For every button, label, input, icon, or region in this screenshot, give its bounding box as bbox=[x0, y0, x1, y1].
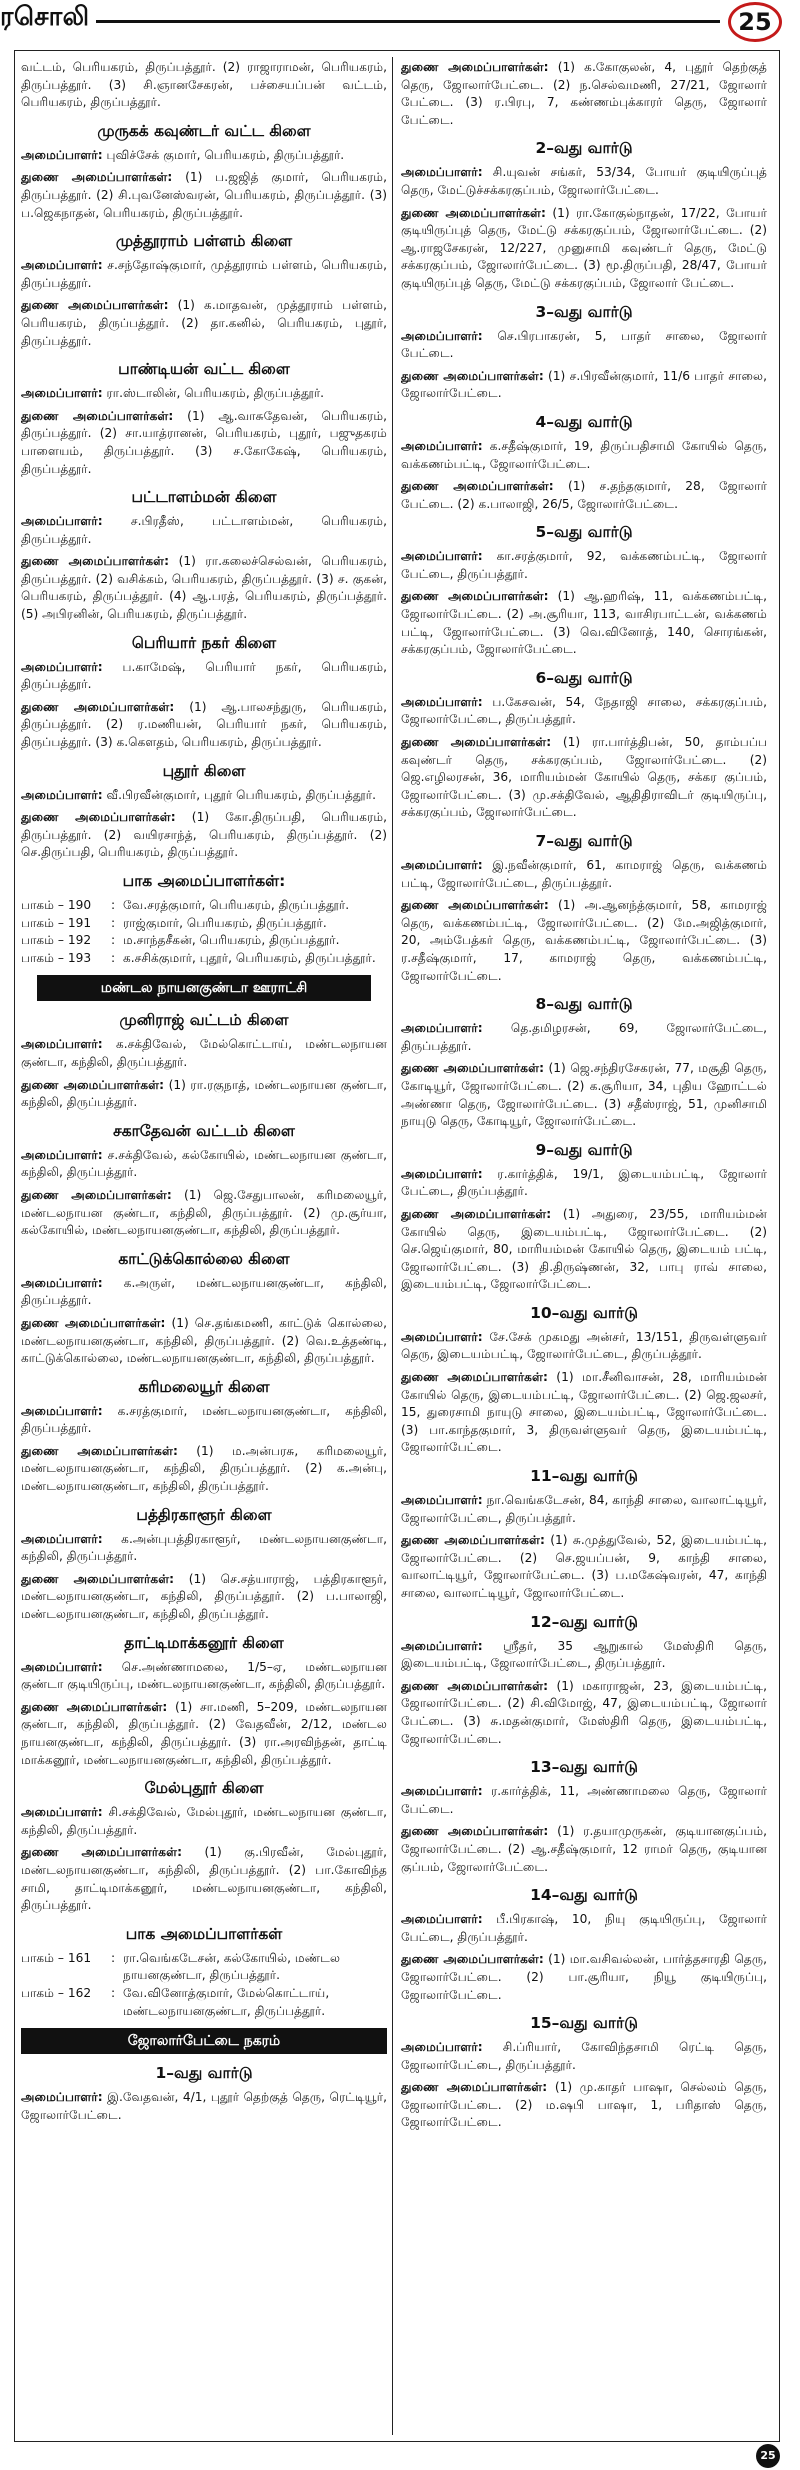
member-entry bbox=[401, 438, 767, 473]
section-heading: பட்டாளம்மன் கிளை bbox=[131, 488, 277, 507]
member-entry bbox=[21, 699, 387, 752]
section-heading: முனிராஜ் வட்டம் கிளை bbox=[119, 1011, 289, 1030]
entry-text: (1) ஆ.பாலசந்துரு, பெரியகரம், திருப்பத்தூர். (2) ர.மணியன், பெரியார் நகர், பெரியகரம், திருப்பத்தூர். (3) க.கௌதம், பெரியகரம், திருப்பத்தூர். bbox=[21, 699, 387, 750]
masthead bbox=[0, 0, 800, 46]
entry-text: (1) மா.வசிவல்லன், பார்த்தசாரதி தெரு, ஜோலார்பேட்டை. (2) பா.சூரியா, நியூ குடியிருப்பு, ஜோலார்பேட்டை. bbox=[401, 1952, 767, 2002]
entry-text: செ.அண்ணாமலை, 1/5–ஏ, மண்டலநாயன குண்டா குடியிருப்பு, மண்டலநாயனகுண்டா, கந்திலி, திருப்பத்தூர். bbox=[21, 1659, 387, 1692]
booth-number: பாகம் – 192 bbox=[21, 933, 92, 948]
left-column bbox=[21, 59, 387, 2437]
member-entry bbox=[21, 1187, 387, 1240]
entry-text: (1) கோ.திருப்பதி, பெரியகரம், திருப்பத்தூர். (2) வயிரசாந்த், பெரியகரம், திருப்பத்தூர். (2) செ.திருப்பதி, பெரியகரம், திருப்பத்தூர். bbox=[21, 810, 387, 860]
colon-separator: : bbox=[111, 1950, 116, 1965]
entry-text: (1) ச.பிரவீன்குமார், 11/6 பாதர் சாலை, ஜோலார்பேட்டை. bbox=[401, 368, 767, 401]
role-label: துணை அமைப்பாளர்கள்: bbox=[21, 1443, 178, 1458]
entry-text: க.அன்புபத்திரகாளூர், மண்டலநாயனகுண்டா, கந்திலி, திருப்பத்தூர். bbox=[21, 1531, 387, 1564]
role-label: அமைப்பாளர்: bbox=[21, 2090, 103, 2105]
booth-coordinator: ம.சாந்தசீகன், பெரியகரம், திருப்பத்தூர். bbox=[123, 933, 340, 948]
role-label: துணை அமைப்பாளர்கள்: bbox=[21, 298, 169, 313]
role-label: துணை அமைப்பாளர்கள்: bbox=[21, 408, 174, 423]
entry-text: (1) சா.மணி, 5–209, மண்டலநாயன குண்டா, கந்திலி, திருப்பத்தூர். (2) வேதவீன், 2/12, மண்டல நாயனகுண்டா, கந்திலி, திருப்பத்தூர். (3) ரா.அரவிந்தன், தாட்டி மாக்கனூர், மண்டலநாயனகுண்டா, கந்திலி, திருப்பத்தூர். bbox=[21, 1699, 387, 1767]
member-entry bbox=[21, 1077, 387, 1112]
member-entry bbox=[401, 164, 767, 199]
booth-list bbox=[21, 1950, 387, 2020]
colon-separator: : bbox=[111, 915, 116, 930]
role-label: துணை அமைப்பாளர்கள்: bbox=[21, 1571, 175, 1586]
entry-text: செ.பிரபாகரன், 5, பாதர் சாலை, ஜோலார் பேட்டை. bbox=[401, 328, 767, 361]
entry-text: (1) மு.காதர் பாஷா, செல்லம் தெரு, ஜோலார்பேட்டை. (2) ம.ஷபி பாஷா, 1, பரிதாஸ் தெரு, ஜோலார்பேட்டை. bbox=[401, 2080, 767, 2130]
booth-row bbox=[21, 932, 387, 950]
member-entry bbox=[401, 1369, 767, 1457]
entry-text: (1) ப.ஜஜித் குமார், பெரியகரம், திருப்பத்தூர். (2) சி.புவனேஸ்வரன், பெரியகரம், திருப்பத்தூர். (3) ப.ஜெகநாதன், பெரியகரம், திருப்பத்தூர். bbox=[21, 170, 387, 220]
role-label: அமைப்பாளர்: bbox=[21, 258, 103, 273]
entry-text: (1) செ.தங்கமணி, காட்டுக் கொல்லை, மண்டலநாயனகுண்டா, கந்திலி, திருப்பத்தூர். (2) வெ.உத்தண்டி, காட்டுக்கொல்லை, மண்டலநாயனகுண்டா, கந்திலி, திருப்பத்தூர். bbox=[21, 1315, 387, 1366]
member-entry bbox=[21, 1403, 387, 1438]
member-entry bbox=[401, 2039, 767, 2074]
section-heading: 7–வது வார்டு bbox=[535, 832, 633, 850]
entry-text: (1) ஆ.வாசுதேவன், பெரியகரம், திருப்பத்தூர். (2) சா.யாத்ரானன், பெரியகரம், புதூர், பஜுதகரம் பாளையம், திருப்பத்தூர். (3) ச.கோகேஷ், பெரியகரம், திருப்பத்தூர். bbox=[21, 408, 387, 476]
role-label: துணை அமைப்பாளர்கள்: bbox=[401, 589, 549, 604]
section-heading: முத்தூராம் பள்ளம் கிளை bbox=[115, 232, 293, 251]
member-entry bbox=[401, 588, 767, 658]
member-entry bbox=[401, 857, 767, 892]
entry-text: (1) ம.அன்பரசு, கரிமலையூர், மண்டலநாயனகுண்டா, கந்திலி, திருப்பத்தூர். (2) க.அன்பு, மண்டலநாயனகுண்டா, கந்திலி, திருப்பத்தூர். bbox=[21, 1443, 387, 1494]
entry-text: (1) மகாராஜன், 23, இடையம்பட்டி, ஜோலார்பேட்டை. (2) சி.விமோஜ், 47, இடையம்பட்டி, ஜோலார் பேட்டை. (3) சு.மதன்குமார், மேஸ்திரி தெரு, இடையம்பட்டி, ஜோலார்பேட்டை. bbox=[401, 1678, 767, 1746]
entry-text: (1) செ.சத்யாராஜ், பத்திரகாளூர், மண்டலநாயனகுண்டா, கந்திலி, திருப்பத்தூர். (2) ப.பாலாஜி, மண்டலநாயனகுண்டா, கந்திலி, திருப்பத்தூர். bbox=[21, 1571, 387, 1622]
booth-row bbox=[21, 897, 387, 915]
section-heading: மேல்புதூர் கிளை bbox=[144, 1779, 264, 1798]
colon-separator: : bbox=[111, 898, 116, 912]
entry-text: வீ.பிரவீன்குமார், புதூர் பெரியகரம், திருப்பத்தூர். bbox=[102, 787, 377, 802]
booth-coordinator: ரா.வெங்கடேசன், கல்கோயில், மண்டல நாயனகுண்டா, திருப்பத்தூர். bbox=[123, 1950, 341, 1983]
booth-number: பாகம் – 161 bbox=[21, 1950, 92, 1965]
member-entry bbox=[21, 1443, 387, 1496]
member-entry bbox=[401, 368, 767, 403]
member-entry bbox=[401, 734, 767, 822]
entry-text: ரா.ஸ்டாலின், பெரியகரம், திருப்பத்தூர். bbox=[102, 386, 325, 401]
role-label: அமைப்பாளர்: bbox=[21, 1531, 103, 1546]
booth-row bbox=[21, 950, 387, 968]
entry-text: வட்டம், பெரியகரம், திருப்பத்தூர். (2) ராஜாராமன், பெரியகரம், திருப்பத்தூர். (3) சி.ஞானசேகரன், பச்சையப்பன் வட்டம், பெரியகரம், திருப்பத்தூர். bbox=[21, 60, 387, 110]
member-entry bbox=[401, 1492, 767, 1527]
role-label: துணை அமைப்பாளர்கள்: bbox=[401, 1370, 548, 1385]
role-label: துணை அமைப்பாளர்கள்: bbox=[21, 1077, 164, 1092]
role-label: துணை அமைப்பாளர்கள்: bbox=[21, 1845, 182, 1860]
member-entry bbox=[401, 59, 767, 129]
member-entry bbox=[401, 2079, 767, 2132]
entry-text: சே.சேக் முகமது அன்சர், 13/151, திருவள்ளுவர் தெரு, இடையம்பட்டி, ஜோலார்பேட்டை, திருப்பத்தூர். bbox=[401, 1329, 767, 1362]
member-entry bbox=[21, 385, 387, 403]
entry-text: (1) ரா.ரகுநாத், மண்டலநாயன குண்டா, கந்திலி, திருப்பத்தூர். bbox=[21, 1077, 387, 1110]
entry-text: (1) ஆ.ஹரிஷ், 11, வக்கணம்பட்டி, ஜோலார்பேட்டை. (2) அ.சூரியா, 113, வாசிரபாட்டன், வக்கணம் பட்டி, ஜோலார்பேட்டை. (3) வெ.வினோத், 140, சொரங்கன், சக்கரகுப்பம், ஜோலார்பேட்டை. bbox=[401, 589, 767, 657]
entry-text: க.சதீஷ்குமார், 19, திருப்பதிசாமி கோயில் தெரு, வக்கணம்பட்டி, ஜோலார்பேட்டை. bbox=[401, 438, 767, 471]
booth-row bbox=[21, 915, 387, 933]
role-label: அமைப்பாளர்: bbox=[401, 438, 483, 453]
role-label: துணை அமைப்பாளர்கள்: bbox=[401, 898, 549, 913]
role-label: அமைப்பாளர்: bbox=[401, 1021, 483, 1036]
entry-text: ஸ்ரீதர், 35 ஆறுகால் மேஸ்திரி தெரு, இடையம்பட்டி, ஜோலார்பேட்டை, திருப்பத்தூர். bbox=[401, 1638, 767, 1671]
member-entry bbox=[21, 809, 387, 862]
role-label: அமைப்பாளர்: bbox=[21, 787, 103, 802]
section-heading: 5–வது வார்டு bbox=[535, 523, 633, 542]
section-heading: பாக அமைப்பாளர்கள் bbox=[125, 1924, 283, 1943]
role-label: அமைப்பாளர்: bbox=[21, 386, 103, 401]
role-label: அமைப்பாளர்: bbox=[21, 1037, 103, 1052]
role-label: துணை அமைப்பாளர்கள்: bbox=[401, 479, 554, 494]
role-label: துணை அமைப்பாளர்கள்: bbox=[401, 1678, 548, 1693]
role-label: அமைப்பாளர்: bbox=[21, 514, 103, 529]
entry-text: (1) அ.ஆனந்த்குமார், 58, காமராஜ் தெரு, வக்கணம்பட்டி, ஜோலார்பேட்டை. (2) மே.அஜித்குமார், 20, அம்பேத்கர் தெரு, வக்கணம்பட்டி, ஜோலார்பேட்டை. (3) ர.சதீஷ்குமார், 17, காமராஜ் தெரு, வக்கணம்பட்டி, ஜோலார்பேட்டை. bbox=[401, 898, 767, 983]
entry-text: ச.சக்திவேல், கல்கோயில், மண்டலநாயன குண்டா, கந்திலி, திருப்பத்தூர். bbox=[21, 1147, 387, 1180]
role-label: துணை அமைப்பாளர்கள்: bbox=[401, 205, 546, 220]
article-box bbox=[14, 50, 780, 2442]
entry-text: (1) மா.சீனிவாசன், 28, மாரியம்மன் கோயில் தெரு, இடையம்பட்டி, ஜோலார்பேட்டை. (2) ஜெ.ஜலசர், 15, துரைசாமி நாயுடு சாலை, இடையம்பட்டி, ஜோலார்பேட்டை. (3) பா.காந்தகுமார், 3, திருவள்ளுவர் தெரு, இடையம்பட்டி, ஜோலார்பேட்டை. bbox=[401, 1370, 767, 1455]
role-label: துணை அமைப்பாளர்கள்: bbox=[401, 1824, 549, 1839]
section-heading: 2–வது வார்டு bbox=[535, 139, 633, 158]
booth-coordinator: வே.சரத்குமார், பெரியகரம், திருப்பத்தூர். bbox=[123, 898, 350, 912]
booth-number: பாகம் – 190 bbox=[21, 898, 92, 912]
member-entry bbox=[21, 1659, 387, 1694]
entry-text: க.சரத்குமார், மண்டலநாயனகுண்டா, கந்திலி, திருப்பத்தூர். bbox=[21, 1403, 387, 1436]
role-label: அமைப்பாளர்: bbox=[401, 694, 483, 709]
role-label: துணை அமைப்பாளர்கள்: bbox=[401, 60, 549, 74]
member-entry bbox=[21, 169, 387, 222]
entry-text: ர.கார்த்திக், 11, அண்ணாமலை தெரு, ஜோலார் பேட்டை. bbox=[401, 1784, 767, 1816]
member-entry bbox=[21, 1531, 387, 1566]
colon-separator: : bbox=[111, 933, 116, 948]
role-label: துணை அமைப்பாளர்கள்: bbox=[21, 554, 169, 569]
role-label: துணை அமைப்பாளர்கள்: bbox=[401, 2080, 548, 2095]
section-heading: தாட்டிமாக்கனூர் கிளை bbox=[124, 1633, 284, 1652]
section-heading: சகாதேவன் வட்டம் கிளை bbox=[113, 1121, 295, 1140]
section-heading: 8–வது வார்டு bbox=[535, 995, 633, 1014]
member-entry bbox=[401, 328, 767, 363]
role-label: அமைப்பாளர்: bbox=[401, 1912, 483, 1927]
section-heading: 4–வது வார்டு bbox=[535, 412, 633, 431]
role-label: துணை அமைப்பாளர்கள்: bbox=[401, 1533, 545, 1548]
section-heading: காட்டுக்கொல்லை கிளை bbox=[118, 1249, 290, 1268]
member-entry bbox=[21, 1147, 387, 1182]
role-label: துணை அமைப்பாளர்கள்: bbox=[401, 1206, 552, 1221]
booth-coordinator: ராஜ்குமார், பெரியகரம், திருப்பத்தூர். bbox=[123, 915, 327, 930]
section-heading: 13–வது வார்டு bbox=[530, 1758, 638, 1777]
member-entry bbox=[21, 1571, 387, 1624]
member-entry bbox=[401, 1911, 767, 1946]
role-label: துணை அமைப்பாளர்கள்: bbox=[401, 368, 544, 383]
member-entry bbox=[401, 478, 767, 513]
entry-text: (1) கு.பிரவீன், மேல்புதூர், மண்டலநாயனகுண்டா, கந்திலி, திருப்பத்தூர். (2) பா.கோவிந்த சாமி, தாட்டிமாக்கனூர், மண்டலநாயனகுண்டா, கந்திலி, திருப்பத்தூர். bbox=[21, 1845, 387, 1913]
entry-text: ர.கார்த்திக், 19/1, இடையம்பட்டி, ஜோலார் பேட்டை, திருப்பத்தூர். bbox=[401, 1166, 767, 1199]
entry-text: பீ.பிரகாஷ், 10, நியு குடியிருப்பு, ஜோலார் பேட்டை, திருப்பத்தூர். bbox=[401, 1912, 767, 1944]
member-entry bbox=[401, 897, 767, 985]
member-entry bbox=[21, 59, 387, 112]
role-label: அமைப்பாளர்: bbox=[21, 1805, 103, 1820]
role-label: அமைப்பாளர்: bbox=[401, 1493, 483, 1508]
role-label: அமைப்பாளர்: bbox=[21, 1275, 103, 1290]
section-heading: கரிமலையூர் கிளை bbox=[138, 1377, 270, 1396]
section-heading: பாண்டியன் வட்ட கிளை bbox=[118, 360, 290, 379]
colon-separator: : bbox=[111, 1985, 116, 2000]
entry-text: சி.யுவன் சங்கர், 53/34, போயர் குடியிருப்புத் தெரு, மேட்டுச்சக்கரகுப்பம், ஜோலார்பேட்டை. bbox=[401, 165, 767, 197]
section-heading: 6–வது வார்டு bbox=[535, 668, 633, 687]
colon-separator: : bbox=[111, 950, 116, 965]
member-entry bbox=[21, 1844, 387, 1914]
member-entry bbox=[401, 1206, 767, 1294]
section-heading: புதூர் கிளை bbox=[162, 761, 246, 780]
member-entry bbox=[21, 1275, 387, 1310]
role-label: அமைப்பாளர்: bbox=[401, 2040, 483, 2055]
masthead-rule bbox=[96, 20, 720, 23]
entry-text: (1) ரா.கலைச்செல்வன், பெரியகரம், திருப்பத்தூர். (2) வசிக்கம், பெரியகரம், திருப்பத்தூர். (3) ச. குகன், பெரியகரம், திருப்பத்தூர். (4) ஆ.பரத், பெரியகரம், திருப்பத்தூர். (5) அபிரனின், பெரியகரம், திருப்பத்தூர். bbox=[21, 554, 387, 622]
booth-number: பாகம் – 162 bbox=[21, 1985, 92, 2000]
member-entry bbox=[21, 513, 387, 548]
entry-text: (1) ர.தயாமுருகன், குடியானகுப்பம், ஜோலார்பேட்டை. (2) ஆ.சதீஷ்குமார், 12 ராமர் தெரு, குடியான குப்பம், ஜோலார்பேட்டை. bbox=[401, 1824, 767, 1874]
entry-text: கா.சரத்குமார், 92, வக்கணம்பட்டி, ஜோலார் பேட்டை, திருப்பத்தூர். bbox=[401, 549, 767, 581]
member-entry bbox=[21, 1036, 387, 1071]
entry-text: (1) ஜெ.சந்திரசேகரன், 77, மசூதி தெரு, கோடியூர், ஜோலார்பேட்டை. (2) க.சூரியா, 34, புதிய ஹோட்டல் அண்ணா தெரு, ஜோலார்பேட்டை. (3) சதீஸ்ராஜ், 51, முனிசாமி நாயுடு தெரு, கோடியூர், ஜோலார்பேட்டை. bbox=[401, 1061, 767, 1129]
booth-number: பாகம் – 193 bbox=[21, 950, 92, 965]
entry-text: சி.சக்திவேல், மேல்புதூர், மண்டலநாயன குண்டா, கந்திலி, திருப்பத்தூர். bbox=[21, 1805, 387, 1837]
role-label: அமைப்பாளர்: bbox=[401, 1784, 483, 1799]
role-label: துணை அமைப்பாளர்கள்: bbox=[21, 810, 176, 825]
role-label: துணை அமைப்பாளர்கள்: bbox=[401, 735, 552, 750]
entry-text: ப.காமேஷ், பெரியார் நகர், பெரியகரம், திருப்பத்தூர். bbox=[21, 659, 387, 692]
member-entry bbox=[401, 1020, 767, 1055]
section-heading: 1–வது வார்டு bbox=[155, 2064, 253, 2083]
role-label: துணை அமைப்பாளர்கள்: bbox=[21, 1699, 168, 1714]
section-heading: 15–வது வார்டு bbox=[530, 2014, 638, 2033]
entry-text: தெ.தமிழரசன், 69, ஜோலார்பேட்டை, திருப்பத்தூர். bbox=[401, 1021, 767, 1053]
member-entry bbox=[21, 1699, 387, 1769]
entry-text: (1) க.கோகுலன், 4, புதூர் தெற்குத் தெரு, ஜோலார்பேட்டை. (2) ந.செல்வமணி, 27/21, ஜோலார் பேட்டை. (3) ர.பிரபு, 7, கண்ணம்புக்காரர் தெரு, ஜோலார் பேட்டை. bbox=[401, 60, 767, 127]
role-label: அமைப்பாளர்: bbox=[401, 1166, 483, 1181]
member-entry bbox=[401, 548, 767, 583]
role-label: அமைப்பாளர்: bbox=[401, 858, 483, 872]
member-entry bbox=[21, 553, 387, 623]
role-label: துணை அமைப்பாளர்கள்: bbox=[21, 1187, 172, 1202]
section-heading: முருகக் கவுண்டர் வட்ட கிளை bbox=[97, 121, 311, 140]
member-entry bbox=[21, 787, 387, 805]
role-label: அமைப்பாளர்: bbox=[21, 1659, 103, 1674]
role-label: அமைப்பாளர்: bbox=[21, 659, 103, 674]
section-heading: 14–வது வார்டு bbox=[530, 1886, 638, 1905]
member-entry bbox=[401, 1638, 767, 1673]
section-banner: மண்டல நாயனகுண்டா ஊராட்சி bbox=[37, 975, 371, 1001]
role-label: துணை அமைப்பாளர்கள்: bbox=[401, 1061, 544, 1076]
entry-text: (1) ரா.பார்த்திபன், 50, தாம்பப்ப கவுண்டர் தெரு, சக்கரகுப்பம், ஜோலார்பேட்டை. (2) ஜெ.எழிலரசன், 36, மாரியம்மன் கோயில் தெரு, சக்கர குப்பம், ஜோலார்பேட்டை. (3) மு.சக்திவேல், ஆதிதிராவிடர் குடியிருப்பு, சக்கரகுப்பம், ஜோலார்பேட்டை. bbox=[401, 735, 767, 820]
member-entry bbox=[401, 1951, 767, 2004]
entry-text: ச.பிரதீஸ், பட்டாளம்மன், பெரியகரம், திருப்பத்தூர். bbox=[21, 514, 387, 546]
page-number-circle: 25 bbox=[728, 2, 782, 42]
booth-row bbox=[21, 1985, 387, 2020]
section-heading: 12–வது வார்டு bbox=[530, 1612, 638, 1631]
booth-row bbox=[21, 1950, 387, 1985]
entry-text: இ.நவீன்குமார், 61, காமராஜ் தெரு, வக்கணம் பட்டி, ஜோலார்பேட்டை, திருப்பத்தூர். bbox=[401, 858, 767, 890]
member-entry bbox=[21, 297, 387, 350]
role-label: துணை அமைப்பாளர்கள்: bbox=[401, 1952, 544, 1967]
section-banner: ஜோலார்பேட்டை நகரம் bbox=[21, 2028, 387, 2054]
member-entry bbox=[401, 1823, 767, 1876]
booth-number: பாகம் – 191 bbox=[21, 915, 92, 930]
member-entry bbox=[401, 1166, 767, 1201]
member-entry bbox=[401, 1678, 767, 1748]
right-column bbox=[401, 59, 767, 2437]
entry-text: நா.வெங்கடேசன், 84, காந்தி சாலை, வாலாட்டியூர், ஜோலார்பேட்டை, திருப்பத்தூர். bbox=[401, 1493, 767, 1525]
role-label: அமைப்பாளர்: bbox=[401, 549, 483, 564]
member-entry bbox=[21, 2089, 387, 2124]
role-label: அமைப்பாளர்: bbox=[401, 1638, 483, 1653]
member-entry bbox=[21, 408, 387, 478]
role-label: அமைப்பாளர்: bbox=[21, 1403, 103, 1418]
role-label: துணை அமைப்பாளர்கள்: bbox=[21, 1315, 166, 1330]
role-label: அமைப்பாளர்: bbox=[401, 328, 483, 343]
section-heading: 3–வது வார்டு bbox=[535, 302, 633, 321]
entry-text: சி.ப்ரியார், கோவிந்தசாமி ரெட்டி தெரு, ஜோலார்பேட்டை, திருப்பத்தூர். bbox=[401, 2040, 767, 2072]
member-entry bbox=[401, 1783, 767, 1818]
section-heading: 10–வது வார்டு bbox=[530, 1303, 638, 1322]
section-heading: பாக அமைப்பாளர்கள்: bbox=[122, 872, 286, 890]
entry-text: புவிச்சேக் குமார், பெரியகரம், திருப்பத்தூர். bbox=[102, 147, 345, 162]
role-label: துணை அமைப்பாளர்கள்: bbox=[21, 699, 175, 714]
member-entry bbox=[21, 257, 387, 292]
role-label: அமைப்பாளர்: bbox=[401, 165, 483, 180]
member-entry bbox=[21, 659, 387, 694]
entry-text: (1) ச.தந்தகுமார், 28, ஜோலார் பேட்டை. (2) க.பாலாஜி, 26/5, ஜோலார்பேட்டை. bbox=[401, 479, 767, 511]
entry-text: (1) ரா.கோகுல்நாதன், 17/22, போயர் குடியிருப்புத் தெரு, மேட்டு சக்கரகுப்பம், ஜோலார்பேட்டை. (2) ஆ.ராஜசேகரன், 12/227, முனுசாமி கவுண்டர் தெரு, மேட்டு சக்கரகுப்பம், ஜோலார்பேட்டை. (3) மூ.திருப்பதி, 28/47, போயர் குடியிருப்புத் தெரு, மேட்டு சக்கரகுப்பம், ஜோலார் பேட்டை. bbox=[401, 205, 767, 290]
entry-text: க.சக்திவேல், மேல்கொட்டாய், மண்டலநாயன குண்டா, கந்திலி, திருப்பத்தூர். bbox=[21, 1037, 387, 1069]
role-label: அமைப்பாளர்: bbox=[21, 1147, 103, 1162]
section-heading: பத்திரகாளூர் கிளை bbox=[136, 1505, 272, 1524]
booth-list bbox=[21, 897, 387, 967]
member-entry bbox=[401, 1060, 767, 1130]
footer-page-badge: 25 bbox=[756, 2444, 780, 2468]
booth-coordinator: க.சசிக்குமார், புதூர், பெரியகரம், திருப்பத்தூர். bbox=[123, 950, 376, 965]
member-entry bbox=[401, 205, 767, 293]
member-entry bbox=[21, 1804, 387, 1839]
entry-text: இ.வேதவன், 4/1, புதூர் தெற்குத் தெரு, ரெட்டியூர், ஜோலார்பேட்டை. bbox=[21, 2090, 387, 2122]
role-label: அமைப்பாளர்: bbox=[21, 147, 103, 162]
section-heading: பெரியார் நகர் கிளை bbox=[131, 633, 277, 652]
entry-text: (1) ஜெ.சேதுபாலன், கரிமலையூர், மண்டலநாயன குண்டா, கந்திலி, திருப்பத்தூர். (2) மு.சூர்யா, கல்கோயில், மண்டலநாயனகுண்டா, கந்திலி, திருப்பத்தூர். bbox=[21, 1187, 387, 1238]
role-label: அமைப்பாளர்: bbox=[401, 1329, 483, 1344]
entry-text: (1) அதுரை, 23/55, மாரியம்மன் கோயில் தெரு, இடையம்பட்டி, ஜோலார்பேட்டை. (2) செ.ஜெய்குமார், 80, மாரியம்மன் கோயில் தெரு, இடையம் பட்டி, ஜோலார்பேட்டை. (3) தி.திருஷ்ணன், 32, பாபு ராவ் சாலை, இடையம்பட்டி, ஜோலார்பேட்டை. bbox=[401, 1206, 767, 1292]
booth-coordinator: வே.வினோத்குமார், மேல்கொட்டாய், மண்டலநாயனகுண்டா, திருப்பத்தூர். bbox=[123, 1985, 330, 2018]
section-heading: 9–வது வார்டு bbox=[535, 1140, 633, 1159]
role-label: துணை அமைப்பாளர்கள்: bbox=[21, 170, 173, 185]
member-entry bbox=[401, 1329, 767, 1364]
entry-text: ப.கேசவன், 54, நேதாஜி சாலை, சக்கரகுப்பம், ஜோலார்பேட்டை, திருப்பத்தூர். bbox=[401, 694, 767, 727]
section-heading: 11–வது வார்டு bbox=[530, 1467, 638, 1486]
entry-text: (1) சு.முத்துவேல், 52, இடையம்பட்டி, ஜோலார்பேட்டை. (2) செ.ஜயப்பன், 9, காந்தி சாலை, வாலாட்டியூர், ஜோலார்பேட்டை. (3) ப.மகேஷ்வரன், 47, காந்தி சாலை, வாலாட்டியூர், ஜோலார்பேட்டை. bbox=[401, 1533, 767, 1600]
member-entry bbox=[21, 1315, 387, 1368]
entry-text: க.அருள், மண்டலநாயனகுண்டா, கந்திலி, திருப்பத்தூர். bbox=[21, 1275, 387, 1308]
newspaper-title: ரசொலி bbox=[0, 2, 90, 32]
entry-text: ச.சந்தோஷ்குமார், முத்தூராம் பள்ளம், பெரியகரம், திருப்பத்தூர். bbox=[21, 258, 387, 290]
column-divider bbox=[392, 57, 393, 2435]
member-entry bbox=[401, 694, 767, 729]
member-entry bbox=[21, 147, 387, 165]
entry-text: (1) க.மாதவன், முத்தூராம் பள்ளம், பெரியகரம், திருப்பத்தூர். (2) தா.கனில், பெரியகரம், புதூர், திருப்பத்தூர். bbox=[21, 298, 387, 348]
member-entry bbox=[401, 1532, 767, 1602]
